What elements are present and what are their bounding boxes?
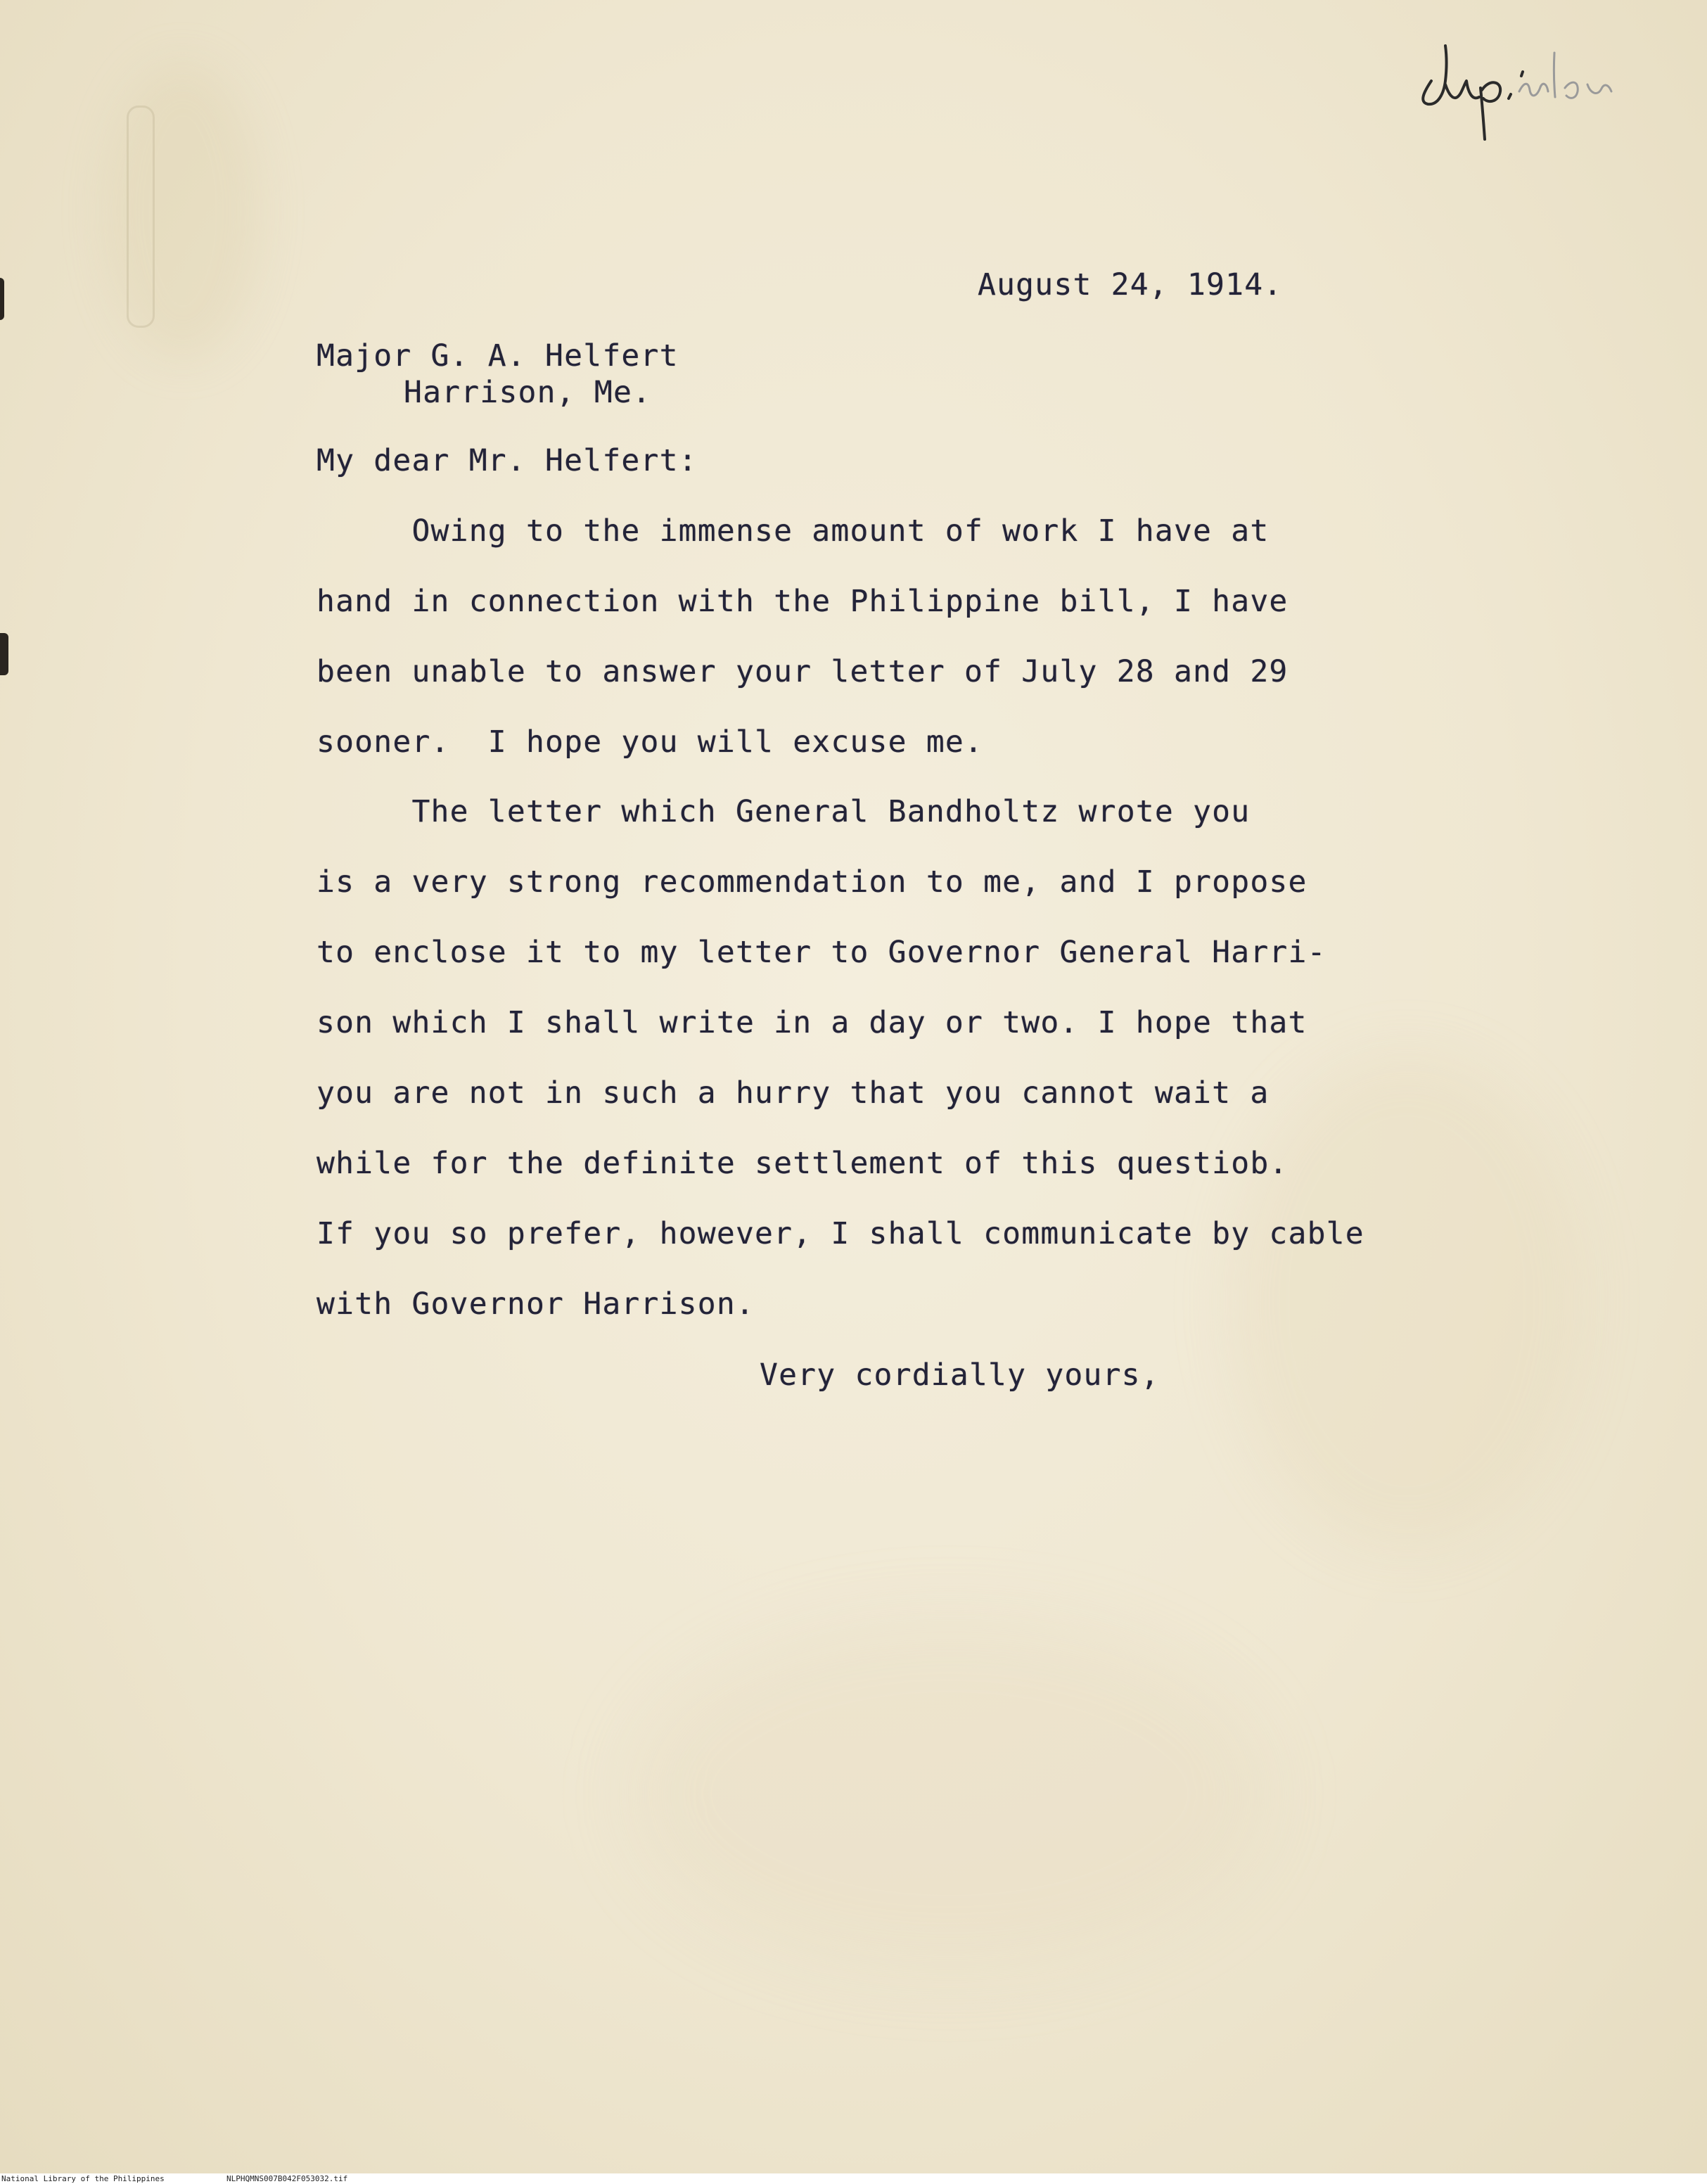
text-line: to enclose it to my letter to Governor General Harri- [317,935,1326,970]
text-line: you are not in such a hurry that you cannot wait a [317,1075,1270,1111]
closing: Very cordially yours, [760,1358,1160,1393]
text-line: with Governor Harrison. [317,1286,755,1322]
footer-filename: NLPHQMNS007B042F053032.tif [226,2174,348,2183]
recipient-name: Major G. A. Helfert [317,338,679,373]
text-line: The letter which General Bandholtz wrote you [317,794,1251,829]
text-line: sooner. I hope you will excuse me. [317,724,984,760]
text-line: been unable to answer your letter of July 28 and 29 [317,654,1289,689]
text-line: is a very strong recommendation to me, and I propose [317,864,1308,900]
footer-institution: National Library of the Philippines [1,2174,165,2183]
text-line: son which I shall write in a day or two. I hope that [317,1005,1308,1040]
salutation: My dear Mr. Helfert: [317,443,698,478]
text-line: while for the definite settlement of this questiob. [317,1146,1289,1181]
letter-date: August 24, 1914. [978,267,1283,302]
text-line: If you so prefer, however, I shall communicate by cable [317,1216,1364,1251]
recipient-place: Harrison, Me. [404,375,652,410]
text-line: hand in connection with the Philippine bill, I have [317,584,1289,619]
scan-footer [0,2173,1707,2184]
text-line: Owing to the immense amount of work I have at [317,513,1270,549]
paragraph-1 [317,510,1618,791]
paragraph-2 [317,791,1618,1353]
